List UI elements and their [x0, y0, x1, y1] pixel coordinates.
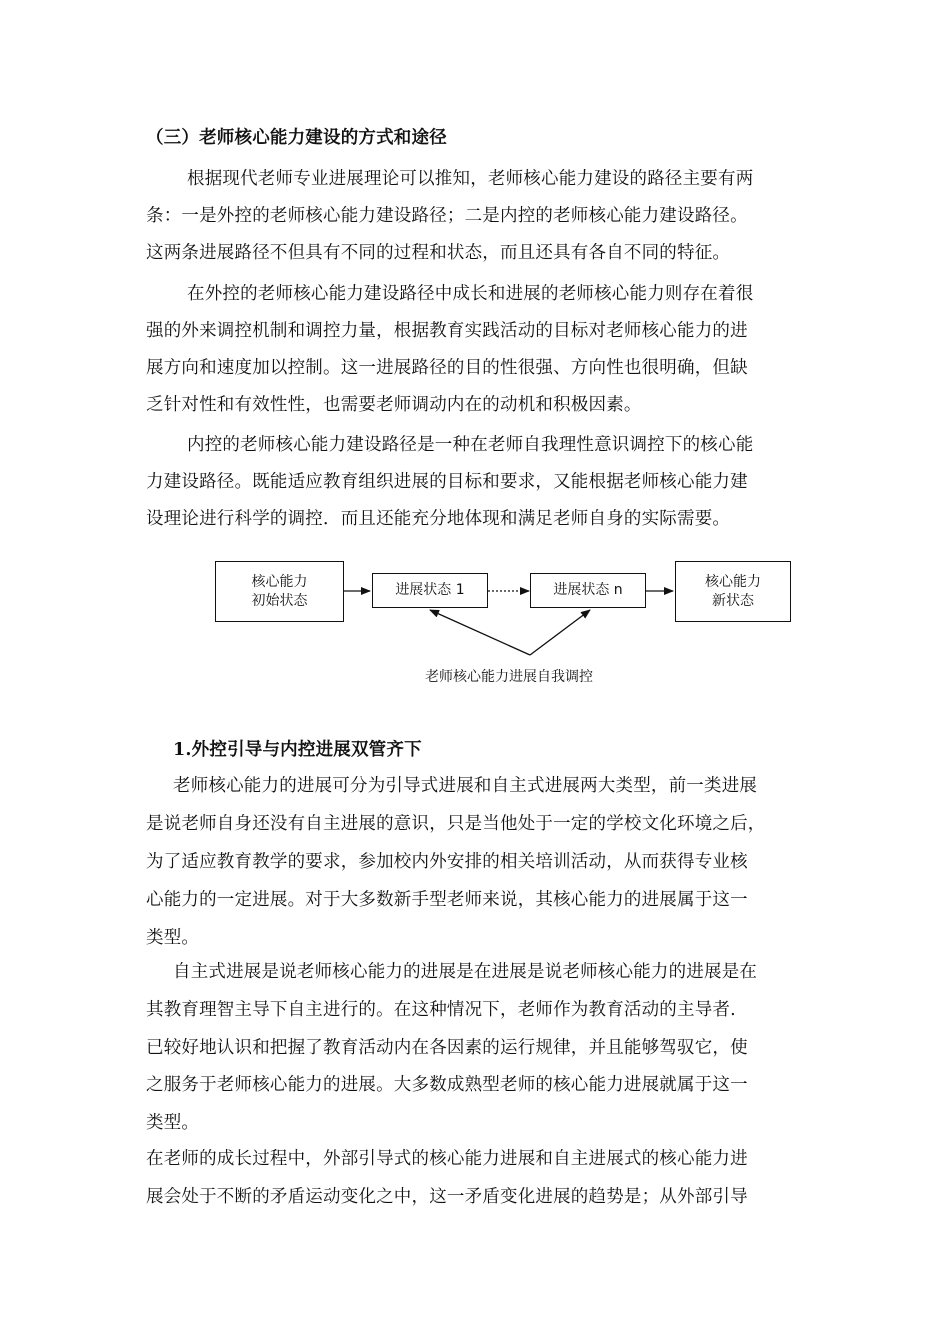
paragraph-line: 乏针对性和有效性性，也需要老师调动内在的动机和积极因素。	[146, 395, 642, 415]
box-state1-label: 进展状态 1	[395, 582, 465, 598]
paragraph-line: 在外控的老师核心能力建设路径中成长和进展的老师核心能力则存在着很	[187, 284, 754, 304]
section-heading: （三）老师核心能力建设的方式和途径	[146, 128, 447, 148]
arrow-feedback-to-staten	[530, 610, 590, 655]
arrow-feedback-to-state1	[430, 610, 530, 655]
paragraph-line: 根据现代老师专业进展理论可以推知，老师核心能力建设的路径主要有两	[187, 169, 754, 189]
paragraph-line: 条：一是外控的老师核心能力建设路径；二是内控的老师核心能力建设路径。	[146, 206, 748, 226]
paragraph-line: 为了适应教育教学的要求，参加校内外安排的相关培训活动，从而获得专业核	[146, 852, 748, 872]
paragraph-line: 已较好地认识和把握了教育活动内在各因素的运行规律，并且能够驾驭它，使	[146, 1038, 748, 1058]
box-new-line1: 核心能力	[705, 573, 761, 590]
box-initial-line2: 初始状态	[251, 592, 308, 609]
box-progress-state-n	[530, 573, 646, 608]
paragraph-line: 力建设路径。既能适应教育组织进展的目标和要求，又能根据老师核心能力建	[146, 472, 748, 492]
box-progress-state-1	[372, 573, 488, 608]
box-initial-state	[215, 561, 344, 622]
paragraph-line: 展会处于不断的矛盾运动变化之中，这一矛盾变化进展的趋势是；从外部引导	[146, 1187, 748, 1207]
box-staten-label: 进展状态 n	[553, 582, 623, 598]
paragraph-line: 自主式进展是说老师核心能力的进展是在进展是说老师核心能力的进展是在	[173, 962, 758, 982]
box-new-line2: 新状态	[712, 592, 754, 609]
paragraph-line: 是说老师自身还没有自主进展的意识，只是当他处于一定的学校文化环境之后，	[146, 814, 766, 834]
paragraph-line: 类型。	[146, 928, 200, 948]
paragraph-line: 强的外来调控机制和调控力量，根据教育实践活动的目标对老师核心能力的进	[146, 321, 748, 341]
paragraph-line: 设理论进行科学的调控．而且还能充分地体现和满足老师自身的实际需要。	[146, 509, 731, 529]
subheading: 1.外控引导与内控进展双管齐下	[173, 740, 422, 760]
box-initial-line1: 核心能力	[251, 573, 308, 590]
paragraph-line: 内控的老师核心能力建设路径是一种在老师自我理性意识调控下的核心能	[187, 435, 754, 455]
paragraph-line: 这两条进展路径不但具有不同的过程和状态，而且还具有各自不同的特征。	[146, 243, 731, 263]
paragraph-line: 其教育理智主导下自主进行的。在这种情况下，老师作为教育活动的主导者.	[146, 1000, 736, 1020]
paragraph-line: 在老师的成长过程中，外部引导式的核心能力进展和自主进展式的核心能力进	[146, 1149, 748, 1169]
diagram-caption: 老师核心能力进展自我调控	[425, 669, 593, 685]
paragraph-line: 类型。	[146, 1113, 200, 1133]
box-new-state	[675, 561, 791, 622]
paragraph-line: 心能力的一定进展。对于大多数新手型老师来说，其核心能力的进展属于这一	[146, 890, 748, 910]
paragraph-line: 老师核心能力的进展可分为引导式进展和自主式进展两大类型，前一类进展	[173, 776, 758, 796]
paragraph-line: 之服务于老师核心能力的进展。大多数成熟型老师的核心能力进展就属于这一	[146, 1075, 748, 1095]
paragraph-line: 展方向和速度加以控制。这一进展路径的目的性很强、方向性也很明确，但缺	[146, 358, 748, 378]
